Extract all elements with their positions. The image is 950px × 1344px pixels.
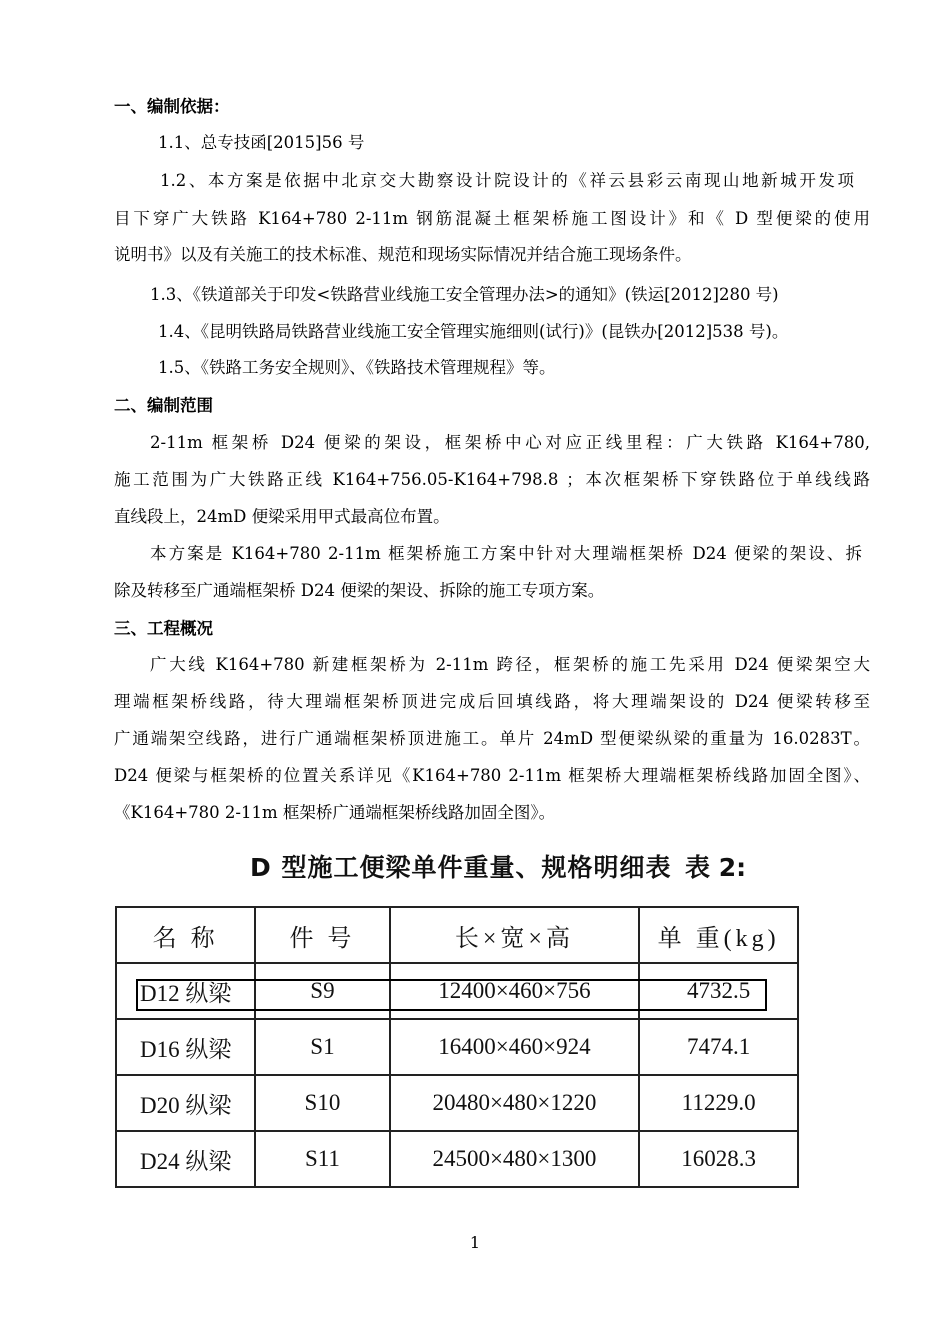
- section-2-heading: 二、编制范围: [114, 396, 213, 415]
- cell-part-no: S9: [255, 963, 389, 1019]
- overview-line-1: 广大线 K164+780 新建框架桥为 2-11m 跨径，框架桥的施工先采用 D24 便梁架空大: [150, 655, 870, 674]
- spec-table-scan: [115, 838, 805, 1190]
- overview-line-3: 广通端架空线路，进行广通端框架桥顶进施工。单片 24mD 型便梁纵梁的重量为 16.0283T。: [114, 729, 870, 748]
- spec-table-number: 表 2:: [685, 853, 747, 882]
- basis-item-1-3: 1.3、《铁道部关于印发<铁路营业线施工安全管理办法>的通知》(铁运[2012]280 号): [150, 285, 779, 304]
- table-row: [116, 1131, 798, 1187]
- cell-name: D24 纵梁: [116, 1131, 255, 1187]
- cell-part-no: S11: [255, 1131, 389, 1187]
- header-dimensions: 长×宽×高: [390, 907, 640, 963]
- scope-para-1-line-3: 直线段上，24mD 便梁采用甲式最高位布置。: [114, 507, 450, 526]
- section-1-heading: 一、编制依据：: [114, 97, 230, 116]
- overview-line-4: D24 便梁与框架桥的位置关系详见《K164+780 2-11m 框架桥大理端框架桥线路加固全图》、: [114, 766, 870, 785]
- cell-name: D16 纵梁: [116, 1019, 255, 1075]
- spec-table-title: D 型施工便梁单件重量、规格明细表: [250, 853, 672, 882]
- scope-para-1-line-1: 2-11m 框架桥 D24 便梁的架设，框架桥中心对应正线里程：广大铁路 K164+780,: [150, 433, 870, 452]
- cell-dimensions: 12400×460×756: [390, 963, 640, 1019]
- basis-item-1-2-line-3: 说明书》以及有关施工的技术标准、规范和现场实际情况并结合施工现场条件。: [114, 245, 692, 264]
- basis-item-1-1: 1.1、总专技函[2015]56 号: [158, 133, 365, 152]
- spec-table-header-row: [116, 907, 798, 963]
- page-number: 1: [469, 1233, 481, 1252]
- scope-para-2-line-1: 本方案是 K164+780 2-11m 框架桥施工方案中针对大理端框架桥 D24 便梁的架设、拆: [150, 544, 862, 563]
- basis-item-1-2-line-2: 目下穿广大铁路 K164+780 2-11m 钢筋混凝土框架桥施工图设计》和《 D 型便梁的使用: [114, 209, 870, 228]
- section-3-heading: 三、工程概况: [114, 619, 213, 638]
- basis-item-1-2-line-1: 1.2、本方案是依据中北京交大勘察设计院设计的《祥云县彩云南现山地新城开发项: [160, 171, 854, 190]
- overview-line-5: 《K164+780 2-11m 框架桥广通端框架桥线路加固全图》。: [114, 803, 556, 822]
- overview-line-2: 理端框架桥线路，待大理端框架桥顶进完成后回填线路，将大理端架设的 D24 便梁转移至: [114, 692, 870, 711]
- cell-unit-weight: 16028.3: [639, 1131, 798, 1187]
- cell-dimensions: 16400×460×924: [390, 1019, 640, 1075]
- cell-dimensions: 24500×480×1300: [390, 1131, 640, 1187]
- scope-para-2-line-2: 除及转移至广通端框架桥 D24 便梁的架设、拆除的施工专项方案。: [114, 581, 605, 600]
- header-part-no: 件 号: [255, 907, 389, 963]
- cell-unit-weight: 7474.1: [639, 1019, 798, 1075]
- basis-item-1-4: 1.4、《昆明铁路局铁路营业线施工安全管理实施细则(试行)》(昆铁办[2012]538 号)。: [158, 322, 789, 341]
- scope-para-1-line-2: 施工范围为广大铁路正线 K164+756.05-K164+798.8 ；本次框架桥下穿铁路位于单线线路: [114, 470, 870, 489]
- cell-unit-weight: 11229.0: [639, 1075, 798, 1131]
- basis-item-1-5: 1.5、《铁路工务安全规则》、《铁路技术管理规程》等。: [158, 358, 556, 377]
- spec-table: [115, 906, 799, 1188]
- table-row: [116, 1075, 798, 1131]
- table-row: [116, 1019, 798, 1075]
- cell-part-no: S1: [255, 1019, 389, 1075]
- cell-dimensions: 20480×480×1220: [390, 1075, 640, 1131]
- cell-unit-weight: 4732.5: [639, 963, 798, 1019]
- cell-part-no: S10: [255, 1075, 389, 1131]
- cell-name: D20 纵梁: [116, 1075, 255, 1131]
- header-name: 名 称: [116, 907, 255, 963]
- cell-name: D12 纵梁: [116, 963, 255, 1019]
- header-unit-weight: 单 重(kg): [639, 907, 798, 963]
- highlight-box: [136, 979, 767, 1011]
